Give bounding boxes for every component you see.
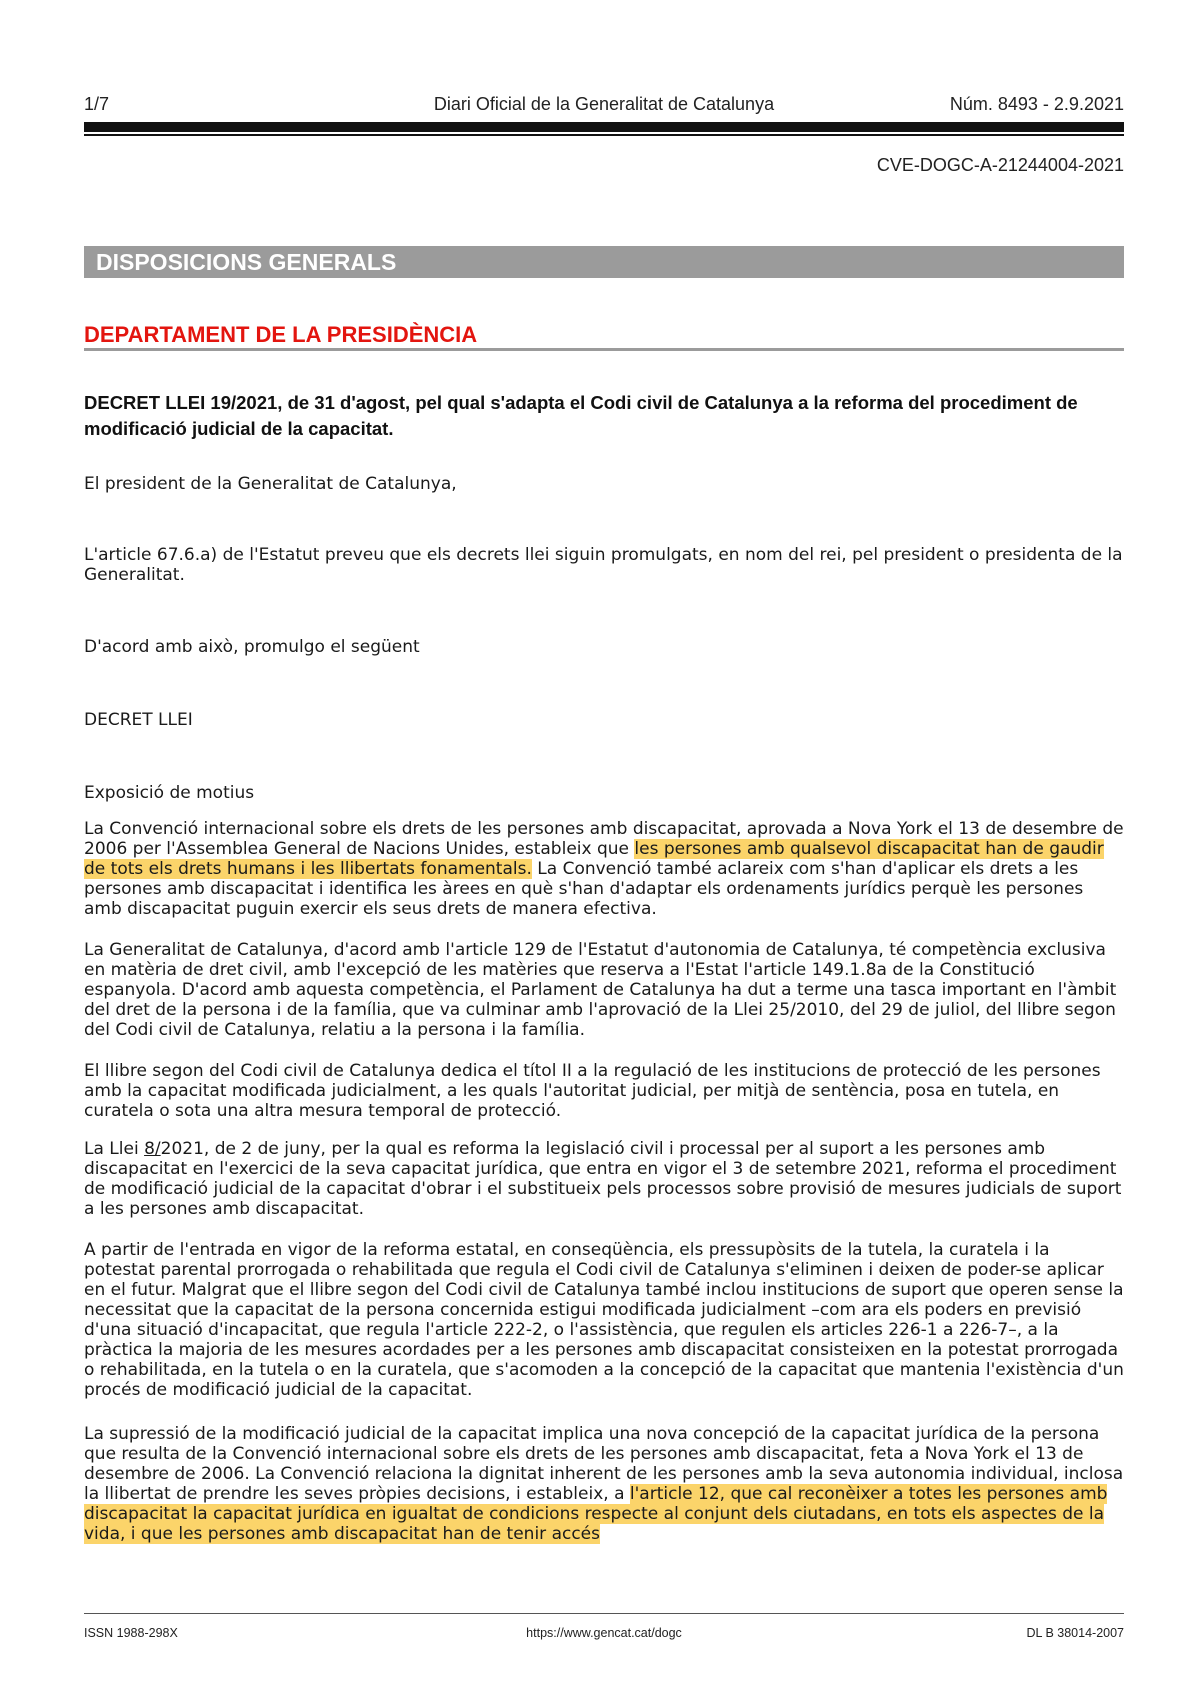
page-number: 1/7 [84, 94, 110, 114]
section-title: DISPOSICIONS GENERALS [96, 249, 397, 275]
footer-rule [84, 1613, 1124, 1614]
footer-url[interactable]: https://www.gencat.cat/dogc [526, 1626, 682, 1640]
section-bar [84, 246, 1124, 278]
highlighted-text: les persones amb qualsevol discapacitat han de gaudir de tots els drets humans i les llibertats fonamentals. [84, 839, 1104, 879]
issn: ISSN 1988-298X [84, 1626, 178, 1640]
paragraph-4-text-a: La Llei [84, 1139, 145, 1159]
paragraph-3: El llibre segon del Codi civil de Catalunya dedica el títol II a la regulació de les institucions de protecció de les persones amb la capacitat modificada judicialment, a les quals l'autoritat judicial, per mitjà de sentència, posa en tutela, en curatela o sota una altra mesura temporal de protecció. [84, 1061, 1101, 1121]
exposition-heading: Exposició de motius [84, 783, 255, 803]
accord-line: D'acord amb això, promulgo el següent [84, 637, 420, 657]
paragraph-1-text-a: La Convenció internacional sobre els drets de les persones amb discapacitat, aprovada a Nova York el 13 de desembre de 2006 per l'Assemblea General de Nacions Unides, estableix que [84, 819, 1124, 859]
paragraph-6 [84, 1424, 1124, 1544]
paragraph-4-text-b: 2021, de 2 de juny, per la qual es reforma la legislació civil i processal per al suport a les persones amb discapacitat en l'exercici de la seva capacitat jurídica, que entra en vigor el 3 de setembre 2021, reforma el procediment de modificació judicial de la capacitat d'obrar i el substitueix pels processos sobre provisió de mesures judicials de suport a les persones amb discapacitat. [84, 1139, 1122, 1219]
paragraph-2: La Generalitat de Catalunya, d'acord amb l'article 129 de l'Estatut d'autonomia de Catalunya, té competència exclusiva en matèria de dret civil, amb l'excepció de les matèries que reserva a l'Estat l'article 149.1.8a de la Constitució espanyola. D'acord amb aquesta competència, el Parlament de Catalunya ha dut a terme una tasca important en l'àmbit del dret de la persona i de la família, que va culminar amb l'aprovació de la Llei 25/2010, del 29 de juliol, del llibre segon del Codi civil de Catalunya, relatiu a la persona i la família. [84, 940, 1117, 1040]
header-thick-rule [84, 122, 1124, 132]
decree-title: DECRET LLEI 19/2021, de 31 d'agost, pel qual s'adapta el Codi civil de Catalunya a la reforma del procediment de modificació judicial de la capacitat. [84, 392, 1078, 439]
decree-label: DECRET LLEI [84, 710, 193, 730]
statute-paragraph: L'article 67.6.a) de l'Estatut preveu que els decrets llei siguin promulgats, en nom del rei, pel president o presidenta de la Generalitat. [84, 545, 1123, 585]
legal-deposit: DL B 38014-2007 [1026, 1626, 1124, 1640]
paragraph-5: A partir de l'entrada en vigor de la reforma estatal, en conseqüència, els pressupòsits de la tutela, la curatela i la potestat parental prorrogada o rehabilitada que regula el Codi civil de Catalunya s'eliminen i deixen de poder-se aplicar en el futur. Malgrat que el llibre segon del Codi civil de Catalunya també inclou institucions de suport que operen sense la necessitat que la capacitat de la persona concernida estigui modificada judicialment –com ara els poders en previsió d'una situació d'incapacitat, que regula l'article 222-2, o l'assistència, que regulen els articles 226-1 a 226-7–, a la pràctica la majoria de les mesures acordades per a les persones amb discapacitat consisteixen en la potestat prorrogada o rehabilitada, en la tutela o en la curatela, que s'acomoden a la concepció de la capacitat que mantenia l'existència d'un procés de modificació judicial de la capacitat. [84, 1240, 1124, 1400]
paragraph-1 [84, 819, 1124, 919]
highlighted-text: l'article 12, que cal reconèixer a totes les persones amb discapacitat la capacitat jurídica en igualtat de condicions respecte al conjunt dels ciutadans, en tots els aspectes de la vida, i que les persones amb discapacitat han de tenir accés [84, 1484, 1108, 1544]
department-rule [84, 348, 1124, 351]
cve-code: CVE-DOGC-A-21244004-2021 [876, 155, 1124, 175]
issue-number: Núm. 8493 - 2.9.2021 [949, 94, 1124, 114]
intro-line: El president de la Generalitat de Catalunya, [84, 474, 457, 494]
header-thin-rule [84, 134, 1124, 136]
paragraph-6-text-a: La supressió de la modificació judicial de la capacitat implica una nova concepció de la capacitat jurídica de la persona que resulta de la Convenció internacional sobre els drets de les persones amb discapacitat, feta a Nova York el 13 de desembre de 2006. La Convenció relaciona la dignitat inherent de les persones amb la seva autonomia individual, inclosa la llibertat de prendre les seves pròpies decisions, i estableix, a [84, 1424, 1124, 1504]
page-header [84, 94, 1124, 118]
paragraph-4 [84, 1139, 1124, 1219]
department-title: DEPARTAMENT DE LA PRESIDÈNCIA [84, 322, 478, 347]
page-footer [84, 1626, 1124, 1642]
underlined-text: 8/ [144, 1139, 161, 1159]
publication-name: Diari Oficial de la Generalitat de Catalunya [433, 94, 775, 114]
paragraph-1-text-b: La Convenció també aclareix com s'han d'aplicar els drets a les persones amb discapacitat i identifica les àrees en què s'han d'adaptar els ordenaments jurídics perquè les persones amb discapacitat puguin exercir els seus drets de manera efectiva. [84, 859, 1084, 919]
